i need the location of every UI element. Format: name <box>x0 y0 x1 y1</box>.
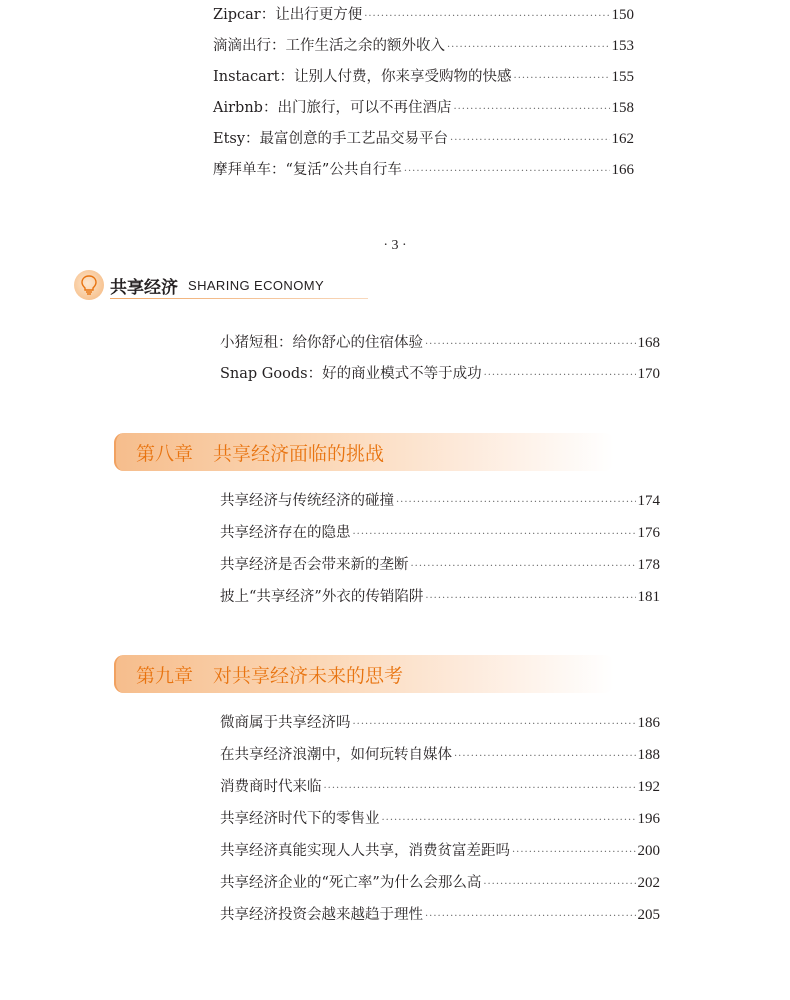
toc-entry-title: 在共享经济浪潮中，如何玩转自媒体 <box>220 747 452 763</box>
toc-entry-page: 155 <box>611 69 634 85</box>
chapter-title: 对共享经济未来的思考 <box>213 664 404 687</box>
toc-entry-page: 188 <box>637 747 660 763</box>
toc-entry-title: Instacart：让别人付费，你来享受购物的快感 <box>213 69 512 85</box>
toc-leader-dots <box>514 74 610 84</box>
toc-entry[interactable] <box>220 748 660 780</box>
toc-entry-title: 共享经济时代下的零售业 <box>220 811 380 827</box>
toc-leader-dots <box>512 848 636 858</box>
toc-entry[interactable] <box>213 70 634 101</box>
toc-leader-dots <box>450 136 609 146</box>
toc-entry-title: 微商属于共享经济吗 <box>220 715 351 731</box>
toc-entry[interactable] <box>220 844 660 876</box>
toc-entry-title: 消费商时代来临 <box>220 779 322 795</box>
toc-leader-dots <box>382 816 636 826</box>
toc-entry[interactable] <box>220 812 660 844</box>
running-header <box>74 268 344 302</box>
toc-leader-dots <box>425 912 636 922</box>
toc-list-previous-chapter <box>213 8 634 194</box>
toc-entry[interactable] <box>220 780 660 812</box>
toc-leader-dots <box>453 105 609 115</box>
header-underline <box>110 298 368 299</box>
lightbulb-icon <box>74 270 104 300</box>
toc-entry-title: Etsy：最富创意的手工艺品交易平台 <box>213 131 449 147</box>
toc-entry-page: 186 <box>637 715 660 731</box>
toc-list-continued <box>220 336 660 398</box>
toc-entry-title: 共享经济投资会越来越趋于理性 <box>220 907 423 923</box>
toc-entry[interactable] <box>220 876 660 908</box>
toc-entry-page: 200 <box>637 843 660 859</box>
toc-entry-page: 174 <box>637 493 660 509</box>
header-title-en: SHARING ECONOMY <box>188 277 325 293</box>
toc-entry-title: 小猪短租：给你舒心的住宿体验 <box>220 335 423 351</box>
toc-entry-page: 162 <box>611 131 634 147</box>
toc-entry-page: 170 <box>637 366 660 382</box>
header-title-cn: 共享经济 <box>110 277 178 298</box>
toc-list-chapter-9 <box>220 716 660 940</box>
toc-entry-title: Zipcar：让出行更方便 <box>213 7 363 23</box>
toc-entry-title: 共享经济是否会带来新的垄断 <box>220 557 409 573</box>
toc-entry[interactable] <box>213 163 634 194</box>
toc-list-chapter-8 <box>220 494 660 622</box>
toc-leader-dots <box>353 720 636 730</box>
toc-leader-dots <box>364 12 609 22</box>
chapter-number: 第九章 <box>136 664 194 687</box>
toc-entry-title: 共享经济真能实现人人共享，消费贫富差距吗 <box>220 843 510 859</box>
toc-entry[interactable] <box>220 494 660 526</box>
toc-entry-page: 166 <box>611 162 634 178</box>
toc-leader-dots <box>483 880 635 890</box>
toc-entry[interactable] <box>220 367 660 398</box>
toc-entry-title: Snap Goods：好的商业模式不等于成功 <box>220 366 482 382</box>
toc-entry[interactable] <box>220 526 660 558</box>
toc-entry[interactable] <box>213 8 634 39</box>
toc-entry[interactable] <box>220 590 660 622</box>
toc-leader-dots <box>425 340 636 350</box>
toc-entry-page: 153 <box>611 38 634 54</box>
toc-entry-page: 196 <box>637 811 660 827</box>
toc-leader-dots <box>425 594 635 604</box>
chapter-title: 共享经济面临的挑战 <box>213 442 385 465</box>
chapter-number: 第八章 <box>136 442 194 465</box>
toc-leader-dots <box>404 167 610 177</box>
page-number: · 3 · <box>383 238 407 253</box>
toc-entry-page: 205 <box>637 907 660 923</box>
toc-entry[interactable] <box>220 908 660 940</box>
toc-leader-dots <box>484 371 636 381</box>
toc-entry-page: 176 <box>637 525 660 541</box>
toc-entry-page: 202 <box>637 875 660 891</box>
toc-entry[interactable] <box>213 132 634 163</box>
toc-leader-dots <box>353 530 636 540</box>
toc-entry-title: 披上“共享经济”外衣的传销陷阱 <box>220 589 424 605</box>
toc-leader-dots <box>447 43 610 53</box>
toc-leader-dots <box>411 562 636 572</box>
toc-entry[interactable] <box>220 716 660 748</box>
toc-entry-title: 摩拜单车：“复活”公共自行车 <box>213 162 402 178</box>
toc-leader-dots <box>396 498 636 508</box>
toc-entry-title: Airbnb：出门旅行，可以不再住酒店 <box>213 100 452 116</box>
toc-entry-title: 滴滴出行：工作生活之余的额外收入 <box>213 38 445 54</box>
toc-entry-page: 168 <box>637 335 660 351</box>
toc-entry-title: 共享经济与传统经济的碰撞 <box>220 493 394 509</box>
toc-entry-page: 150 <box>611 7 634 23</box>
chapter-heading-9[interactable] <box>114 655 614 693</box>
chapter-heading-8[interactable] <box>114 433 614 471</box>
toc-entry-title: 共享经济存在的隐患 <box>220 525 351 541</box>
toc-entry-page: 158 <box>611 100 634 116</box>
toc-leader-dots <box>454 752 636 762</box>
toc-entry[interactable] <box>213 39 634 70</box>
toc-entry[interactable] <box>220 558 660 590</box>
toc-entry-title: 共享经济企业的“死亡率”为什么会那么高 <box>220 875 482 891</box>
toc-entry-page: 181 <box>637 589 660 605</box>
toc-entry[interactable] <box>213 101 634 132</box>
toc-entry-page: 178 <box>637 557 660 573</box>
toc-entry-page: 192 <box>637 779 660 795</box>
toc-leader-dots <box>324 784 636 794</box>
toc-entry[interactable] <box>220 336 660 367</box>
